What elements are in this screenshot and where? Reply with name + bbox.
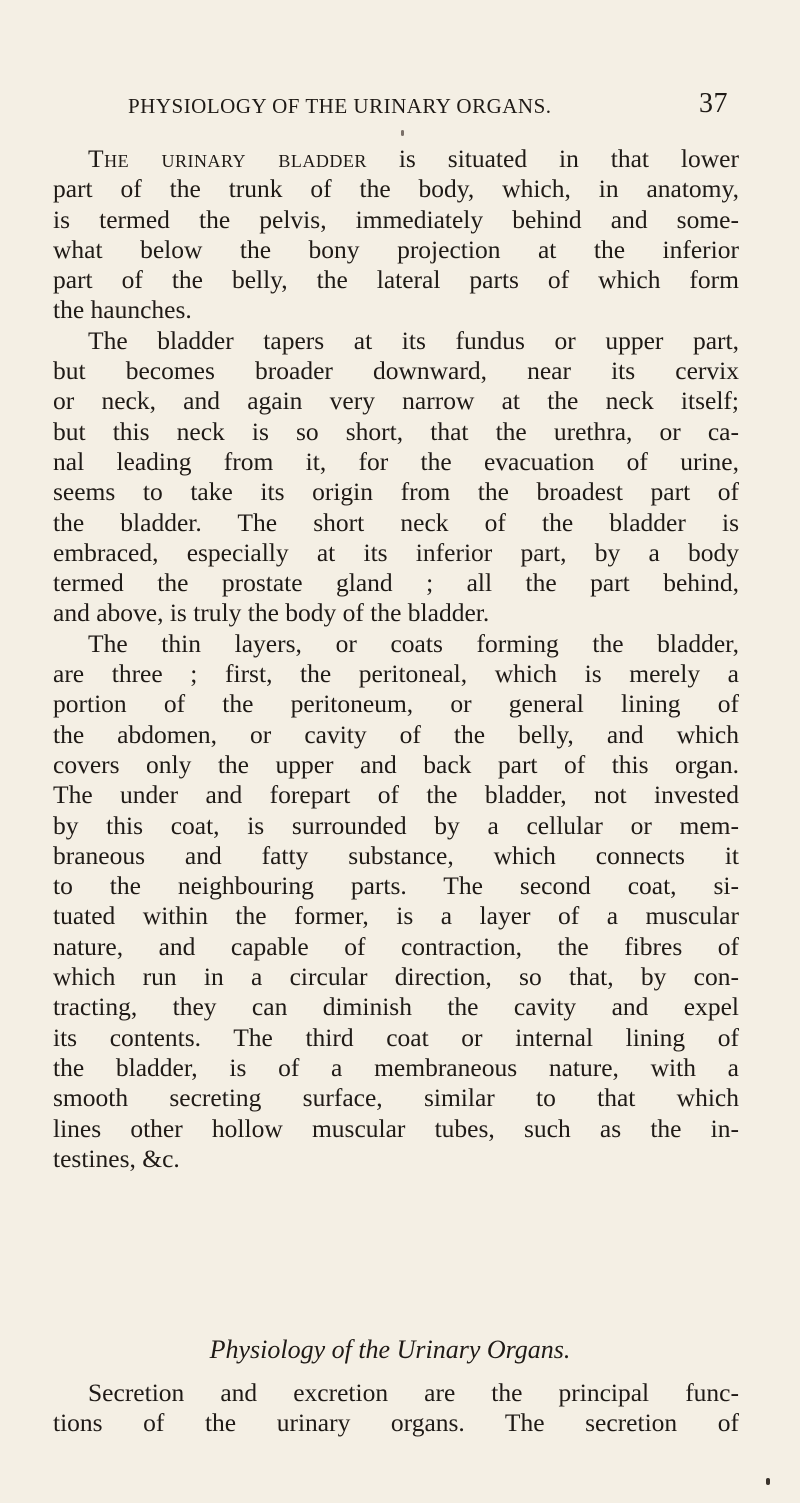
text-line: Secretion and excretion are the principal func- bbox=[88, 1378, 739, 1407]
section-heading: Physiology of the Urinary Organs. bbox=[209, 1335, 571, 1364]
text-line: The thin layers, or coats forming the bladder, bbox=[88, 628, 739, 658]
text-line: part of the trunk of the body, which, in anatomy, bbox=[53, 174, 739, 204]
text-line: are three ; first, the peritoneal, which is merely a bbox=[53, 659, 739, 689]
text-line: seems to take its origin from the broadest part of bbox=[53, 477, 739, 507]
text-line: which run in a circular direction, so that, by con- bbox=[53, 962, 739, 992]
text-line: the bladder. The short neck of the bladder is bbox=[53, 507, 739, 537]
print-speck bbox=[766, 1478, 770, 1485]
page-number: 37 bbox=[699, 88, 728, 119]
text-line: testines, &c. bbox=[53, 1143, 180, 1173]
text-line: tions of the urinary organs. The secretion of bbox=[53, 1408, 739, 1438]
text-line: tuated within the former, is a layer of a muscular bbox=[53, 901, 739, 931]
text-line: the bladder, is of a membraneous nature, with a bbox=[53, 1052, 739, 1082]
print-speck bbox=[401, 130, 404, 136]
main-text bbox=[53, 144, 739, 1174]
text-line: is termed the pelvis, immediately behind and some- bbox=[53, 204, 739, 234]
text-line: The under and forepart of the bladder, not invested bbox=[53, 780, 739, 810]
text-line: lines other hollow muscular tubes, such as the in- bbox=[53, 1113, 739, 1143]
text-line: portion of the peritoneum, or general lining of bbox=[53, 689, 739, 719]
smallcaps-lead: The urinary bladder bbox=[88, 144, 367, 173]
text-line: its contents. The third coat or internal lining of bbox=[53, 1022, 739, 1052]
paragraph-bladder-coats bbox=[53, 629, 739, 1174]
paragraph-secretion bbox=[53, 1378, 739, 1439]
text-line: or neck, and again very narrow at the neck itself; bbox=[53, 386, 739, 416]
text-line: and above, is truly the body of the bladder. bbox=[53, 598, 490, 628]
text-line: what below the bony projection at the inferior bbox=[53, 234, 739, 264]
text-line: smooth secreting surface, similar to that which bbox=[53, 1083, 739, 1113]
text-line: nature, and capable of contraction, the fibres of bbox=[53, 931, 739, 961]
text-line: braneous and fatty substance, which connects it bbox=[53, 840, 739, 870]
text-line: the haunches. bbox=[53, 295, 192, 325]
text-line: the abdomen, or cavity of the belly, and which bbox=[53, 719, 739, 749]
text-line: termed the prostate gland ; all the part behind, bbox=[53, 568, 739, 598]
text-line: The bladder tapers at its fundus or upper part, bbox=[88, 325, 739, 355]
text-line: The urinary bladder is situated in that lower bbox=[88, 144, 739, 173]
text-line: by this coat, is surrounded by a cellular or mem- bbox=[53, 810, 739, 840]
text-line: but this neck is so short, that the urethra, or ca- bbox=[53, 416, 739, 446]
paragraph-urinary-bladder bbox=[53, 144, 739, 326]
text-line: to the neighbouring parts. The second coat, si- bbox=[53, 871, 739, 901]
text-line: part of the belly, the lateral parts of which form bbox=[53, 265, 739, 295]
secretion-text bbox=[53, 1378, 739, 1439]
running-header bbox=[128, 88, 728, 128]
text-line: nal leading from it, for the evacuation of urine, bbox=[53, 446, 739, 476]
text-line: tracting, they can diminish the cavity and expel bbox=[53, 992, 739, 1022]
text-line: embraced, especially at its inferior part, by a body bbox=[53, 537, 739, 567]
paragraph-bladder-shape bbox=[53, 326, 739, 629]
running-title: PHYSIOLOGY OF THE URINARY ORGANS. bbox=[128, 94, 552, 118]
text-line: covers only the upper and back part of this organ. bbox=[53, 749, 739, 779]
text-line: but becomes broader downward, near its cervix bbox=[53, 356, 739, 386]
